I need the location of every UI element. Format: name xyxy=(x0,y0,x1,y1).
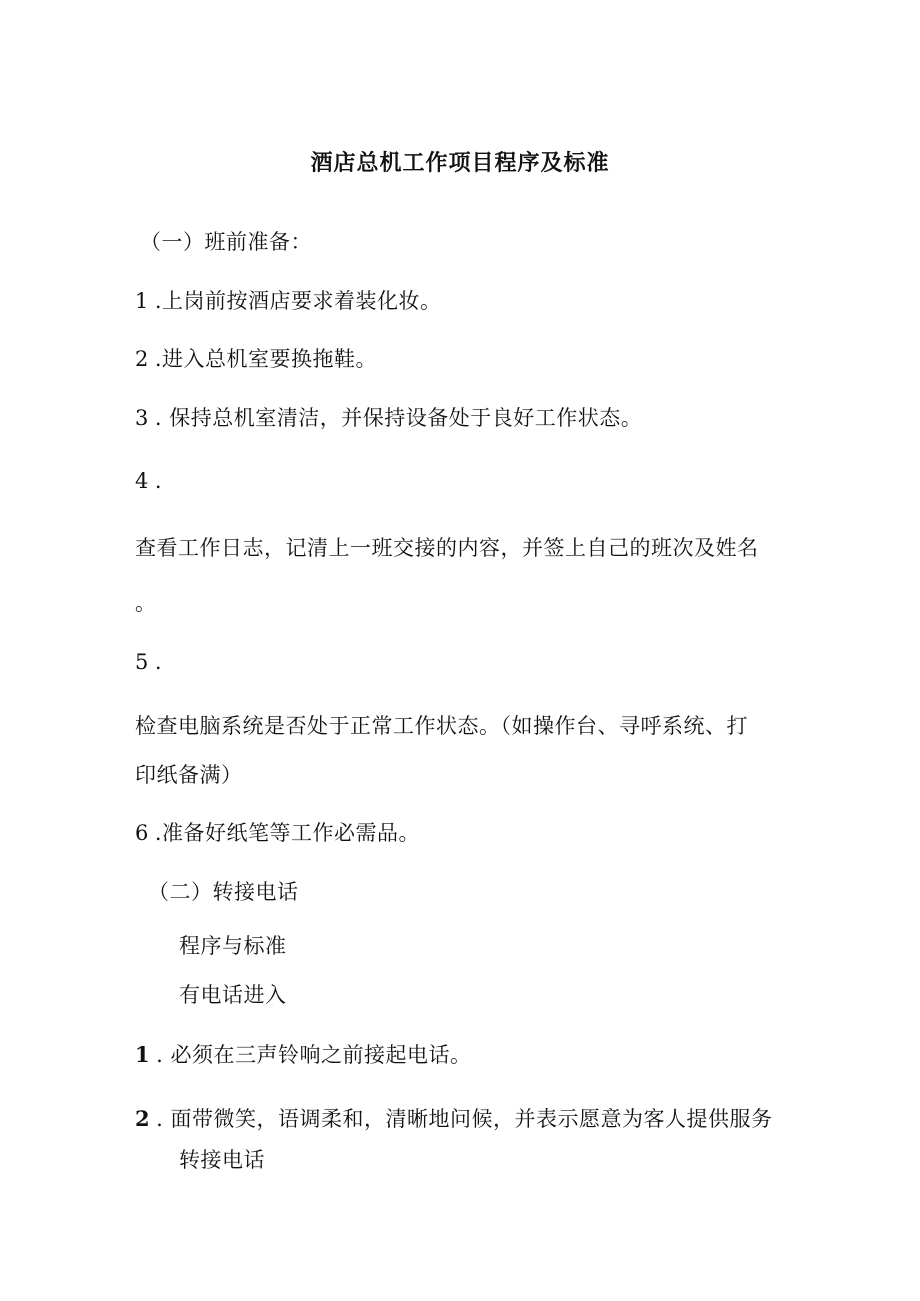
item-number: 6 xyxy=(135,821,149,845)
item-text: .上岗前按酒店要求着装化妆。 xyxy=(154,289,442,313)
item-number: 3 xyxy=(135,406,149,430)
item-text: . 保持总机室清洁，并保持设备处于良好工作状态。 xyxy=(154,406,643,430)
item-number: 1 xyxy=(135,1042,151,1067)
item-number: 4 xyxy=(135,469,149,493)
item-body: 查看工作日志，记清上一班交接的内容，并签上自己的班次及姓名 xyxy=(135,536,759,560)
item-text: . xyxy=(154,650,163,674)
list-item xyxy=(135,820,420,846)
item-text: .准备好纸笔等工作必需品。 xyxy=(154,821,421,845)
item-text: . xyxy=(154,469,163,493)
list-item xyxy=(135,468,162,494)
list-item xyxy=(135,649,162,675)
item-tail: 转接电话 xyxy=(179,1148,265,1172)
item-number: 1 xyxy=(135,289,149,313)
item-tail: 。 xyxy=(135,591,157,615)
list-item xyxy=(135,1106,772,1132)
item-text: . 面带微笑，语调柔和，清晰地问候，并表示愿意为客人提供服务 xyxy=(156,1107,773,1131)
document-title: 酒店总机工作项目程序及标准 xyxy=(310,151,610,176)
list-item xyxy=(135,288,442,314)
item-text: . 必须在三声铃响之前接起电话。 xyxy=(156,1043,472,1067)
item-tail: 印纸备满） xyxy=(135,763,243,787)
sub-heading-procedure: 程序与标准 xyxy=(179,934,287,958)
section-heading-prep: （一）班前准备： xyxy=(140,230,312,254)
sub-heading-incoming-call: 有电话进入 xyxy=(179,983,287,1007)
item-text: .进入总机室要换拖鞋。 xyxy=(154,347,378,371)
item-number: 5 xyxy=(135,650,149,674)
item-number: 2 xyxy=(135,1106,151,1131)
list-item xyxy=(135,1042,471,1068)
list-item xyxy=(135,346,377,372)
list-item xyxy=(135,405,642,431)
item-body: 检查电脑系统是否处于正常工作状态。（如操作台、寻呼系统、打 xyxy=(135,714,748,738)
item-number: 2 xyxy=(135,347,149,371)
section-heading-transfer: （二）转接电话 xyxy=(148,880,299,904)
